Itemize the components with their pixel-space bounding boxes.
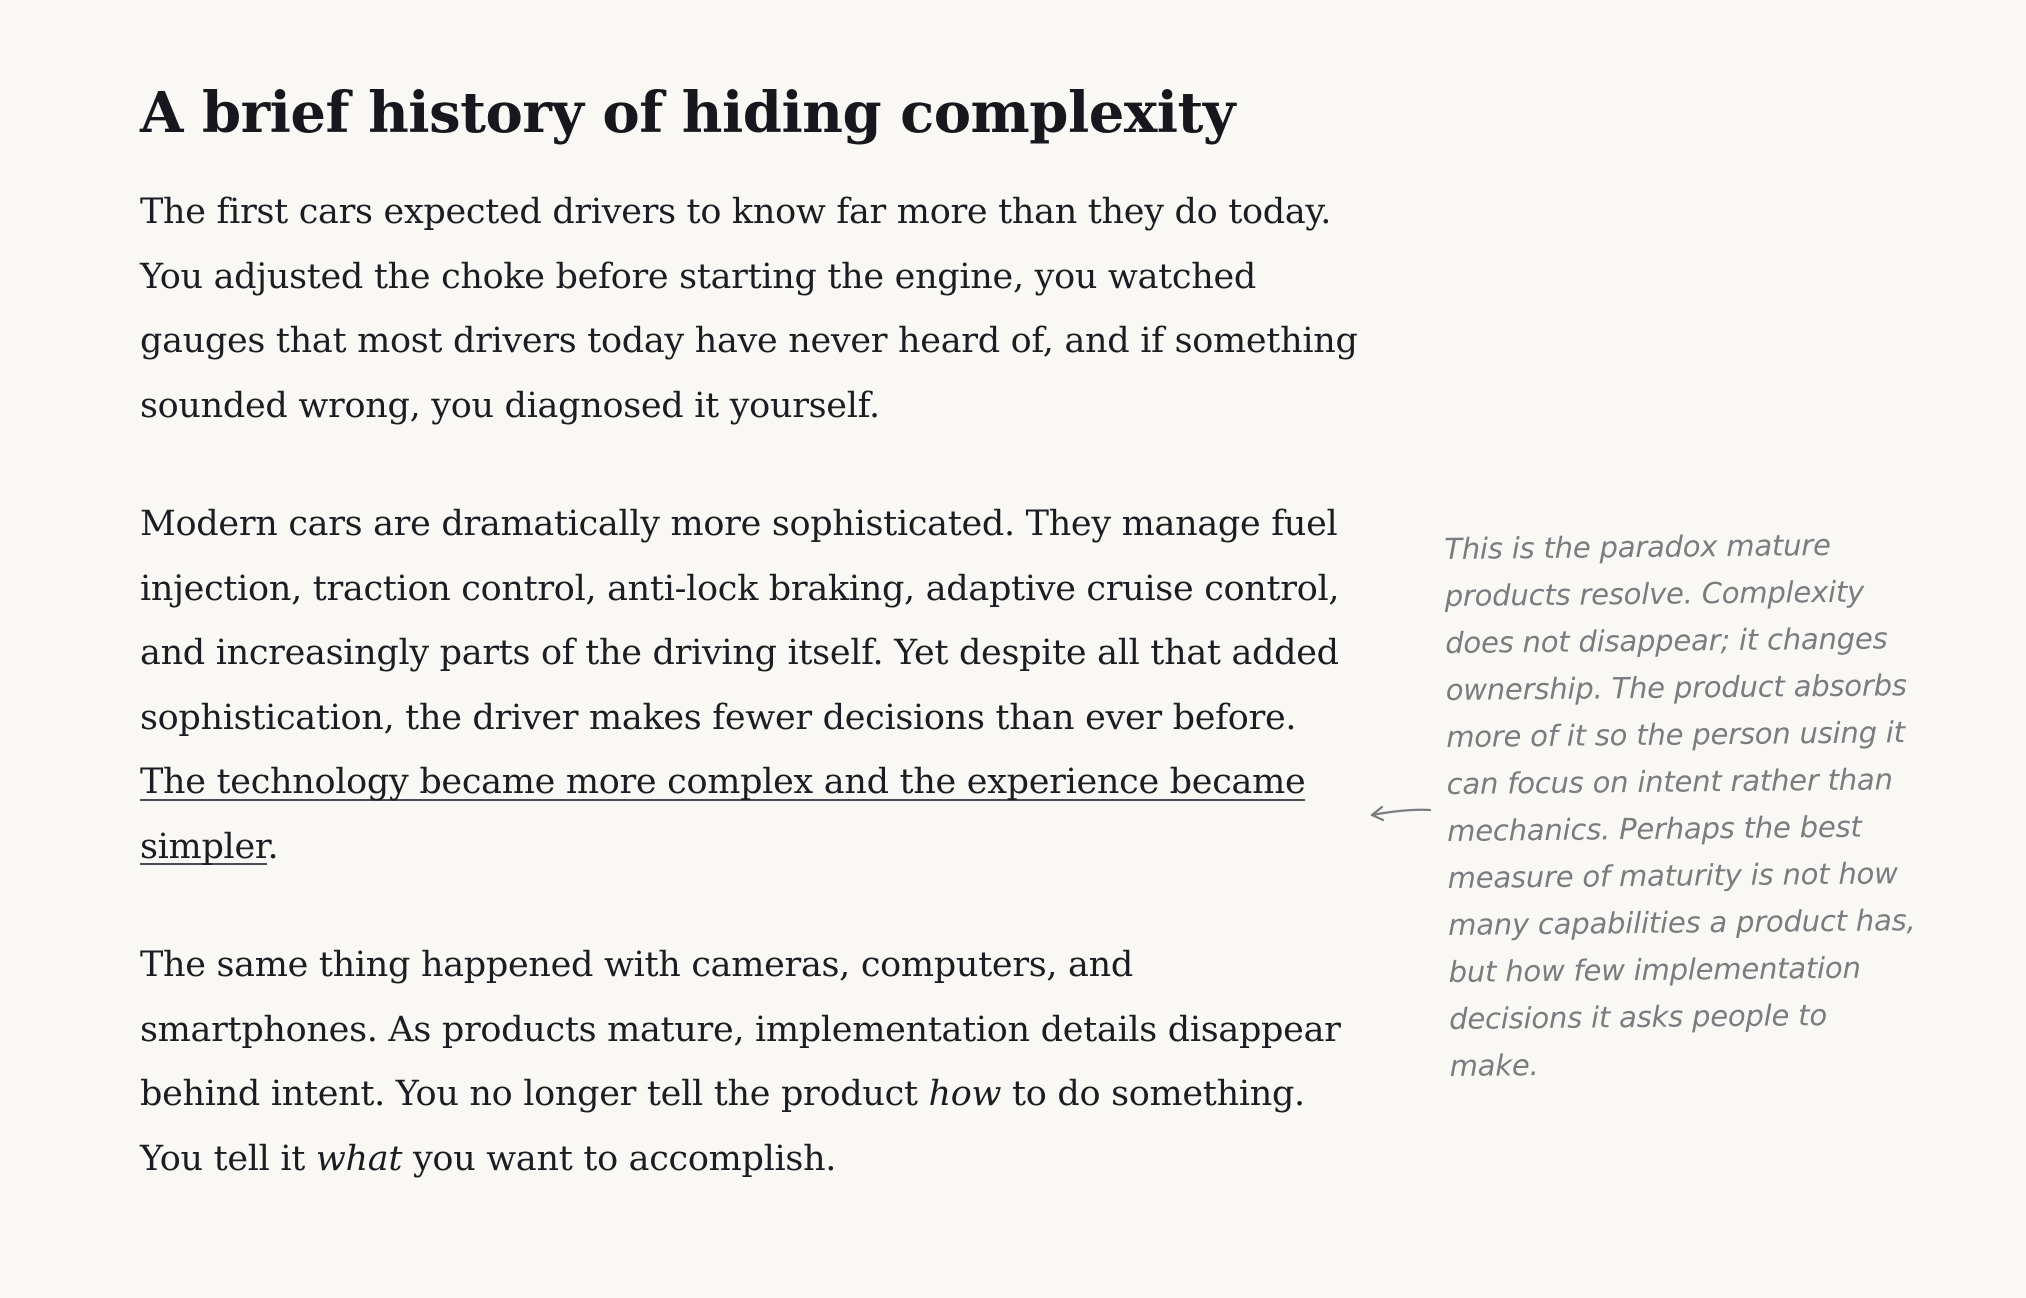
margin-note: This is the paradox mature products resolve. Complexity does not disappear; it changes ownership. The product absorbs more of it so the person using it can focus on intent rather than mechanics. Perhaps the best measure of maturity is not how many capabilities a product has, but how few implementation decisions it asks people to make. [1444,527,1916,1083]
article [140,72,1370,1191]
paragraph-3 [140,933,1370,1191]
paragraph-2-text: Modern cars are dramatically more sophisticated. They manage fuel injection, traction control, anti-lock braking, adaptive cruise control, and increasingly parts of the driving itself. Yet despite all that added sophistication, the driver makes fewer decisions than ever before. [140,504,1340,738]
highlighted-sentence: The technology became more complex and the experience became simpler [140,762,1306,867]
paragraph-2-end: . [267,826,279,867]
paragraph-2 [140,492,1370,879]
article-title: A brief history of hiding complexity [140,80,1235,146]
paragraph-1: The first cars expected drivers to know far more than they do today. You adjusted the choke before starting the engine, you watched gauges that most drivers today have never heard of, and if something sounded wrong, you diagnosed it yourself. [140,192,1358,426]
emphasis-how: how [928,1074,1002,1114]
paragraph-3-text-2: to do something. You tell it [140,1074,1305,1179]
paragraph-3-text-1: The same thing happened with cameras, computers, and smartphones. As products mature, implementation details disappear behind intent. You no longer tell the product [140,945,1341,1114]
emphasis-what: what [315,1138,403,1179]
left-arrow-icon [1368,800,1432,824]
paragraph-3-text-3: you want to accomplish. [402,1138,837,1179]
